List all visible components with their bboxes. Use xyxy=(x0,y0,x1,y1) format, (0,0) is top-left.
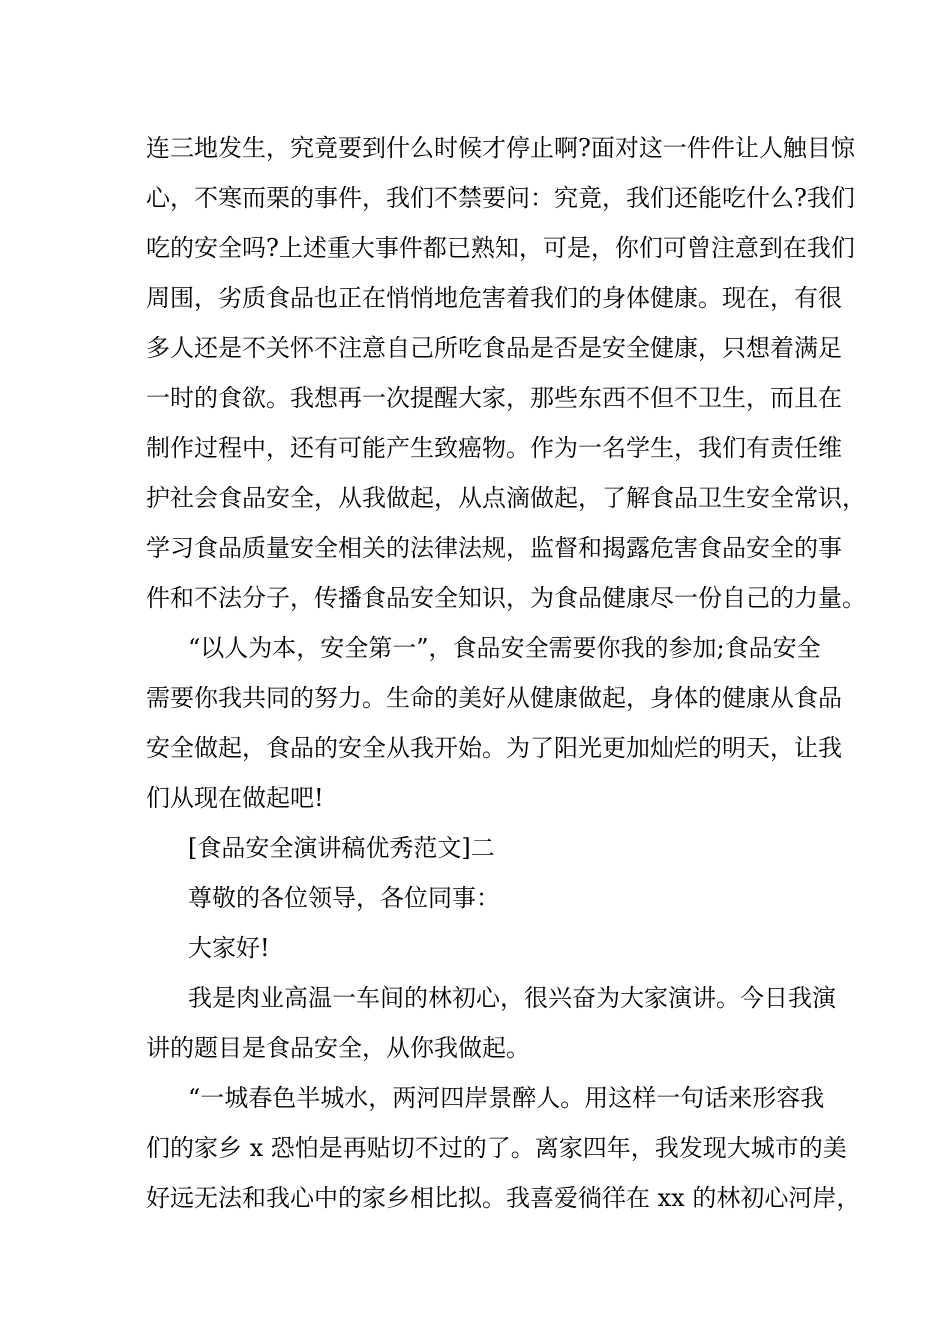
section-heading: [食品安全演讲稿优秀范文]二 xyxy=(188,834,495,862)
text-line: 安全做起，食品的安全从我开始。为了阳光更加灿烂的明天，让我 xyxy=(146,734,842,762)
text-line: 们的家乡 x 恐怕是再贴切不过的了。离家四年，我发现大城市的美 xyxy=(146,1134,847,1162)
text-line: 护社会食品安全，从我做起，从点滴做起，了解食品卫生安全常识， xyxy=(146,484,866,512)
text-line: “一城春色半城水，两河四岸景醉人。用这样一句话来形容我 xyxy=(188,1084,825,1112)
text-line: 制作过程中，还有可能产生致癌物。作为一名学生，我们有责任维 xyxy=(146,434,842,462)
text-line: 件和不法分子，传播食品安全知识，为食品健康尽一份自己的力量。 xyxy=(146,584,866,612)
text-line: 我是肉业高温一车间的林初心，很兴奋为大家演讲。今日我演 xyxy=(188,984,836,1012)
text-line: 周围，劣质食品也正在悄悄地危害着我们的身体健康。现在，有很 xyxy=(146,284,842,312)
text-line: 连三地发生，究竟要到什么时候才停止啊?面对这一件件让人触目惊 xyxy=(146,134,855,162)
salutation: 尊敬的各位领导，各位同事： xyxy=(188,884,500,912)
text-line: 心，不寒而栗的事件，我们不禁要问：究竟，我们还能吃什么?我们 xyxy=(146,184,855,212)
text-line: 讲的题目是食品安全，从你我做起。 xyxy=(146,1034,530,1062)
text-line: 需要你我共同的努力。生命的美好从健康做起，身体的健康从食品 xyxy=(146,684,842,712)
text-line: 学习食品质量安全相关的法律法规，监督和揭露危害食品安全的事 xyxy=(146,534,842,562)
text-line: 好远无法和我心中的家乡相比拟。我喜爱徜徉在 xx 的林初心河岸， xyxy=(146,1184,861,1212)
text-line: 吃的安全吗?上述重大事件都已熟知，可是，你们可曾注意到在我们 xyxy=(146,234,855,262)
greeting: 大家好! xyxy=(188,934,270,962)
text-line: “以人为本，安全第一”，食品安全需要你我的参加;食品安全 xyxy=(188,634,821,662)
text-line: 一时的食欲。我想再一次提醒大家，那些东西不但不卫生，而且在 xyxy=(146,384,842,412)
text-line: 多人还是不关怀不注意自己所吃食品是否是安全健康，只想着满足 xyxy=(146,334,842,362)
text-line: 们从现在做起吧! xyxy=(146,784,324,812)
